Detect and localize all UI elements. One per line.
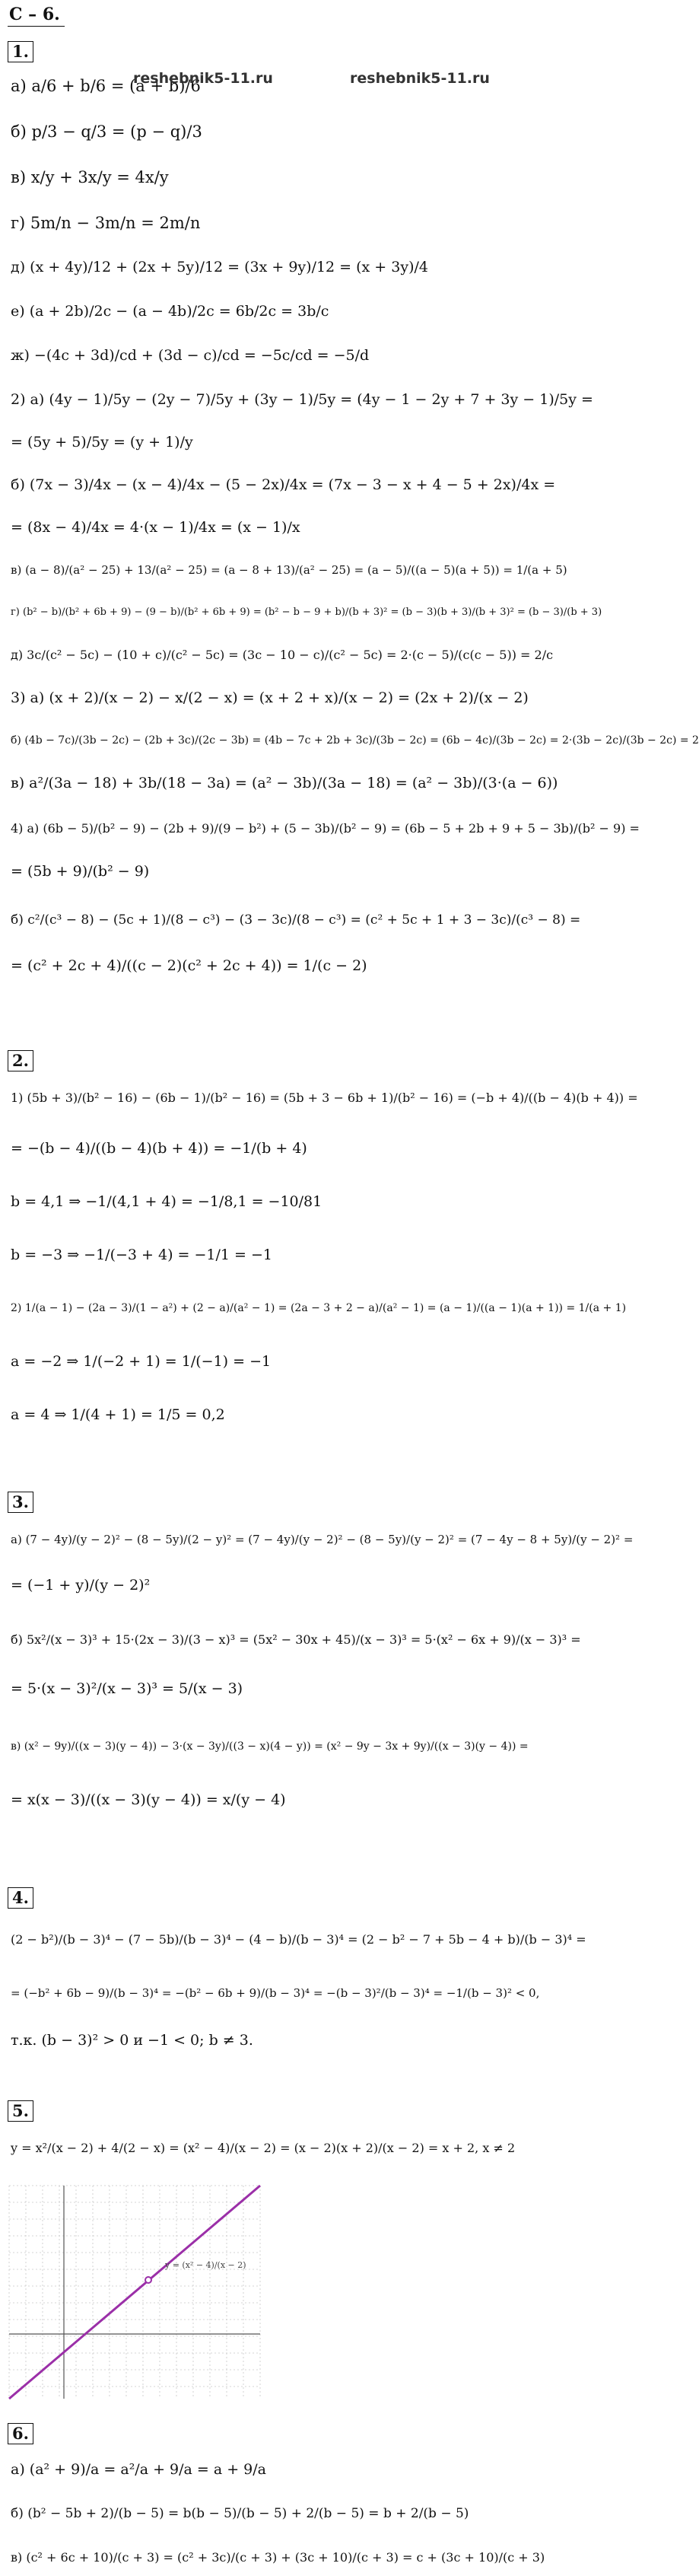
solution-line: = (5y + 5)/5y = (y + 1)/y — [11, 434, 193, 451]
solution-line: а) (a² + 9)/a = a²/a + 9/a = a + 9/a — [11, 2461, 266, 2478]
page-title: С – 6. — [8, 5, 65, 27]
solution-line: г) (b² − b)/(b² + 6b + 9) − (9 − b)/(b² + 6b + 9) = (b² − b − 9 + b)/(b + 3)² = (b − 3)(b + 3)/(b + 3)² = (b − 3)/(b + 3) — [11, 607, 602, 618]
section-4-heading: 4. — [8, 1887, 33, 1909]
solution-line: = (5b + 9)/(b² − 9) — [11, 863, 150, 880]
solution-line: в) (c² + 6c + 10)/(c + 3) = (c² + 3c)/(c + 3) + (3c + 10)/(c + 3) = c + (3c + 10)/(c + 3) — [11, 2550, 545, 2565]
solution-line: б) 5x²/(x − 3)³ + 15·(2x − 3)/(3 − x)³ = (5x² − 30x + 45)/(x − 3)³ = 5·(x² − 6x + 9)/(x − 3)³ = — [11, 1632, 581, 1647]
solution-line: т.к. (b − 3)² > 0 и −1 < 0; b ≠ 3. — [11, 2032, 253, 2049]
solution-line: а) a/6 + b/6 = (a + b)/6 — [11, 77, 201, 95]
section-3-heading: 3. — [8, 1492, 33, 1513]
solution-line: б) c²/(c³ − 8) − (5c + 1)/(8 − c³) − (3 − 3c)/(8 − c³) = (c² + 5c + 1 + 3 − 3c)/(c³ − 8) = — [11, 912, 581, 928]
solution-line: ж) −(4c + 3d)/cd + (3d − c)/cd = −5c/cd = −5/d — [11, 347, 370, 364]
solution-line: = (c² + 2c + 4)/((c − 2)(c² + 2c + 4)) = 1/(c − 2) — [11, 957, 367, 974]
solution-line: 2) а) (4y − 1)/5y − (2y − 7)/5y + (3y − 1)/5y = (4y − 1 − 2y + 7 + 3y − 1)/5y = — [11, 391, 593, 408]
solution-line: (2 − b²)/(b − 3)⁴ − (7 − 5b)/(b − 3)⁴ − (4 − b)/(b − 3)⁴ = (2 − b² − 7 + 5b − 4 + b)/(b − 3)⁴ = — [11, 1932, 586, 1947]
solution-line: = (8x − 4)/4x = 4·(x − 1)/4x = (x − 1)/x — [11, 519, 300, 536]
solution-line: y = x²/(x − 2) + 4/(2 − x) = (x² − 4)/(x − 2) = (x − 2)(x + 2)/(x − 2) = x + 2, x ≠ 2 — [11, 2141, 516, 2155]
solution-line: в) x/y + 3x/y = 4x/y — [11, 168, 169, 186]
watermark: reshebnik5-11.ru — [133, 70, 273, 87]
excluded-point — [145, 2277, 151, 2283]
section-2-heading: 2. — [8, 1050, 33, 1071]
solution-line: = 5·(x − 3)²/(x − 3)³ = 5/(x − 3) — [11, 1680, 243, 1697]
solution-line: б) (7x − 3)/4x − (x − 4)/4x − (5 − 2x)/4x = (7x − 3 − x + 4 − 5 + 2x)/4x = — [11, 476, 556, 493]
solution-line: = x(x − 3)/((x − 3)(y − 4)) = x/(y − 4) — [11, 1791, 286, 1808]
section-5-heading: 5. — [8, 2100, 33, 2122]
solution-line: б) (4b − 7c)/(3b − 2c) − (2b + 3c)/(2c − 3b) = (4b − 7c + 2b + 3c)/(3b − 2c) = (6b − 4c)/(3b − 2c) = 2·(3b − 2c)/(3b − 2c) = 2 — [11, 734, 699, 747]
solution-line: = (−1 + y)/(y − 2)² — [11, 1577, 151, 1594]
solution-line: в) (x² − 9y)/((x − 3)(y − 4)) − 3·(x − 3y)/((3 − x)(4 − y)) = (x² − 9y − 3x + 9y)/((x − 3)(y − 4)) = — [11, 1740, 529, 1753]
solution-line: д) 3c/(c² − 5c) − (10 + c)/(c² − 5c) = (3c − 10 − c)/(c² − 5c) = 2·(c − 5)/(c(c − 5)) = 2/c — [11, 648, 554, 662]
solution-line: b = 4,1 ⇒ −1/(4,1 + 4) = −1/8,1 = −10/81 — [11, 1193, 322, 1210]
solution-line: а) (7 − 4y)/(y − 2)² − (8 − 5y)/(2 − y)² = (7 − 4y)/(y − 2)² − (8 − 5y)/(y − 2)² = (7 − 4y − 8 + 5y)/(y − 2)² = — [11, 1533, 634, 1546]
solution-line: в) (a − 8)/(a² − 25) + 13/(a² − 25) = (a − 8 + 13)/(a² − 25) = (a − 5)/((a − 5)(a + 5)) = 1/(a + 5) — [11, 563, 567, 577]
solution-line: б) p/3 − q/3 = (p − q)/3 — [11, 123, 202, 141]
solution-line: 3) а) (x + 2)/(x − 2) − x/(2 − x) = (x + 2 + x)/(x − 2) = (2x + 2)/(x − 2) — [11, 689, 529, 706]
graph-label: y = (x² − 4)/(x − 2) — [165, 2260, 246, 2270]
solution-line: г) 5m/n − 3m/n = 2m/n — [11, 214, 201, 232]
section-1-heading: 1. — [8, 41, 33, 62]
watermark: reshebnik5-11.ru — [350, 70, 490, 87]
solution-line: a = −2 ⇒ 1/(−2 + 1) = 1/(−1) = −1 — [11, 1353, 272, 1370]
solution-line: 2) 1/(a − 1) − (2a − 3)/(1 − a²) + (2 − a)/(a² − 1) = (2a − 3 + 2 − a)/(a² − 1) = (a − 1)/((a − 1)(a + 1)) = 1/(a + 1) — [11, 1302, 627, 1314]
solution-line: в) a²/(3a − 18) + 3b/(18 − 3a) = (a² − 3b)/(3a − 18) = (a² − 3b)/(3·(a − 6)) — [11, 775, 558, 791]
solution-line: a = 4 ⇒ 1/(4 + 1) = 1/5 = 0,2 — [11, 1406, 225, 1423]
solution-line: = −(b − 4)/((b − 4)(b + 4)) = −1/(b + 4) — [11, 1140, 307, 1157]
function-graph — [9, 2186, 260, 2399]
solution-line: б) (b² − 5b + 2)/(b − 5) = b(b − 5)/(b − 5) + 2/(b − 5) = b + 2/(b − 5) — [11, 2506, 469, 2521]
solution-line: 1) (5b + 3)/(b² − 16) − (6b − 1)/(b² − 16) = (5b + 3 − 6b + 1)/(b² − 16) = (−b + 4)/((b − 4)(b + 4)) = — [11, 1091, 638, 1105]
solution-line: b = −3 ⇒ −1/(−3 + 4) = −1/1 = −1 — [11, 1247, 273, 1263]
solution-line: 4) а) (6b − 5)/(b² − 9) − (2b + 9)/(9 − b²) + (5 − 3b)/(b² − 9) = (6b − 5 + 2b + 9 + 5 − 3b)/(b² − 9) = — [11, 821, 640, 836]
solution-line: е) (a + 2b)/2c − (a − 4b)/2c = 6b/2c = 3b/c — [11, 303, 329, 320]
solution-line: д) (x + 4y)/12 + (2x + 5y)/12 = (3x + 9y)/12 = (x + 3y)/4 — [11, 259, 428, 275]
section-6-heading: 6. — [8, 2423, 33, 2444]
function-line — [9, 2186, 260, 2399]
solution-line: = (−b² + 6b − 9)/(b − 3)⁴ = −(b² − 6b + 9)/(b − 3)⁴ = −(b − 3)²/(b − 3)⁴ = −1/(b − 3)² < 0, — [11, 1986, 540, 2000]
